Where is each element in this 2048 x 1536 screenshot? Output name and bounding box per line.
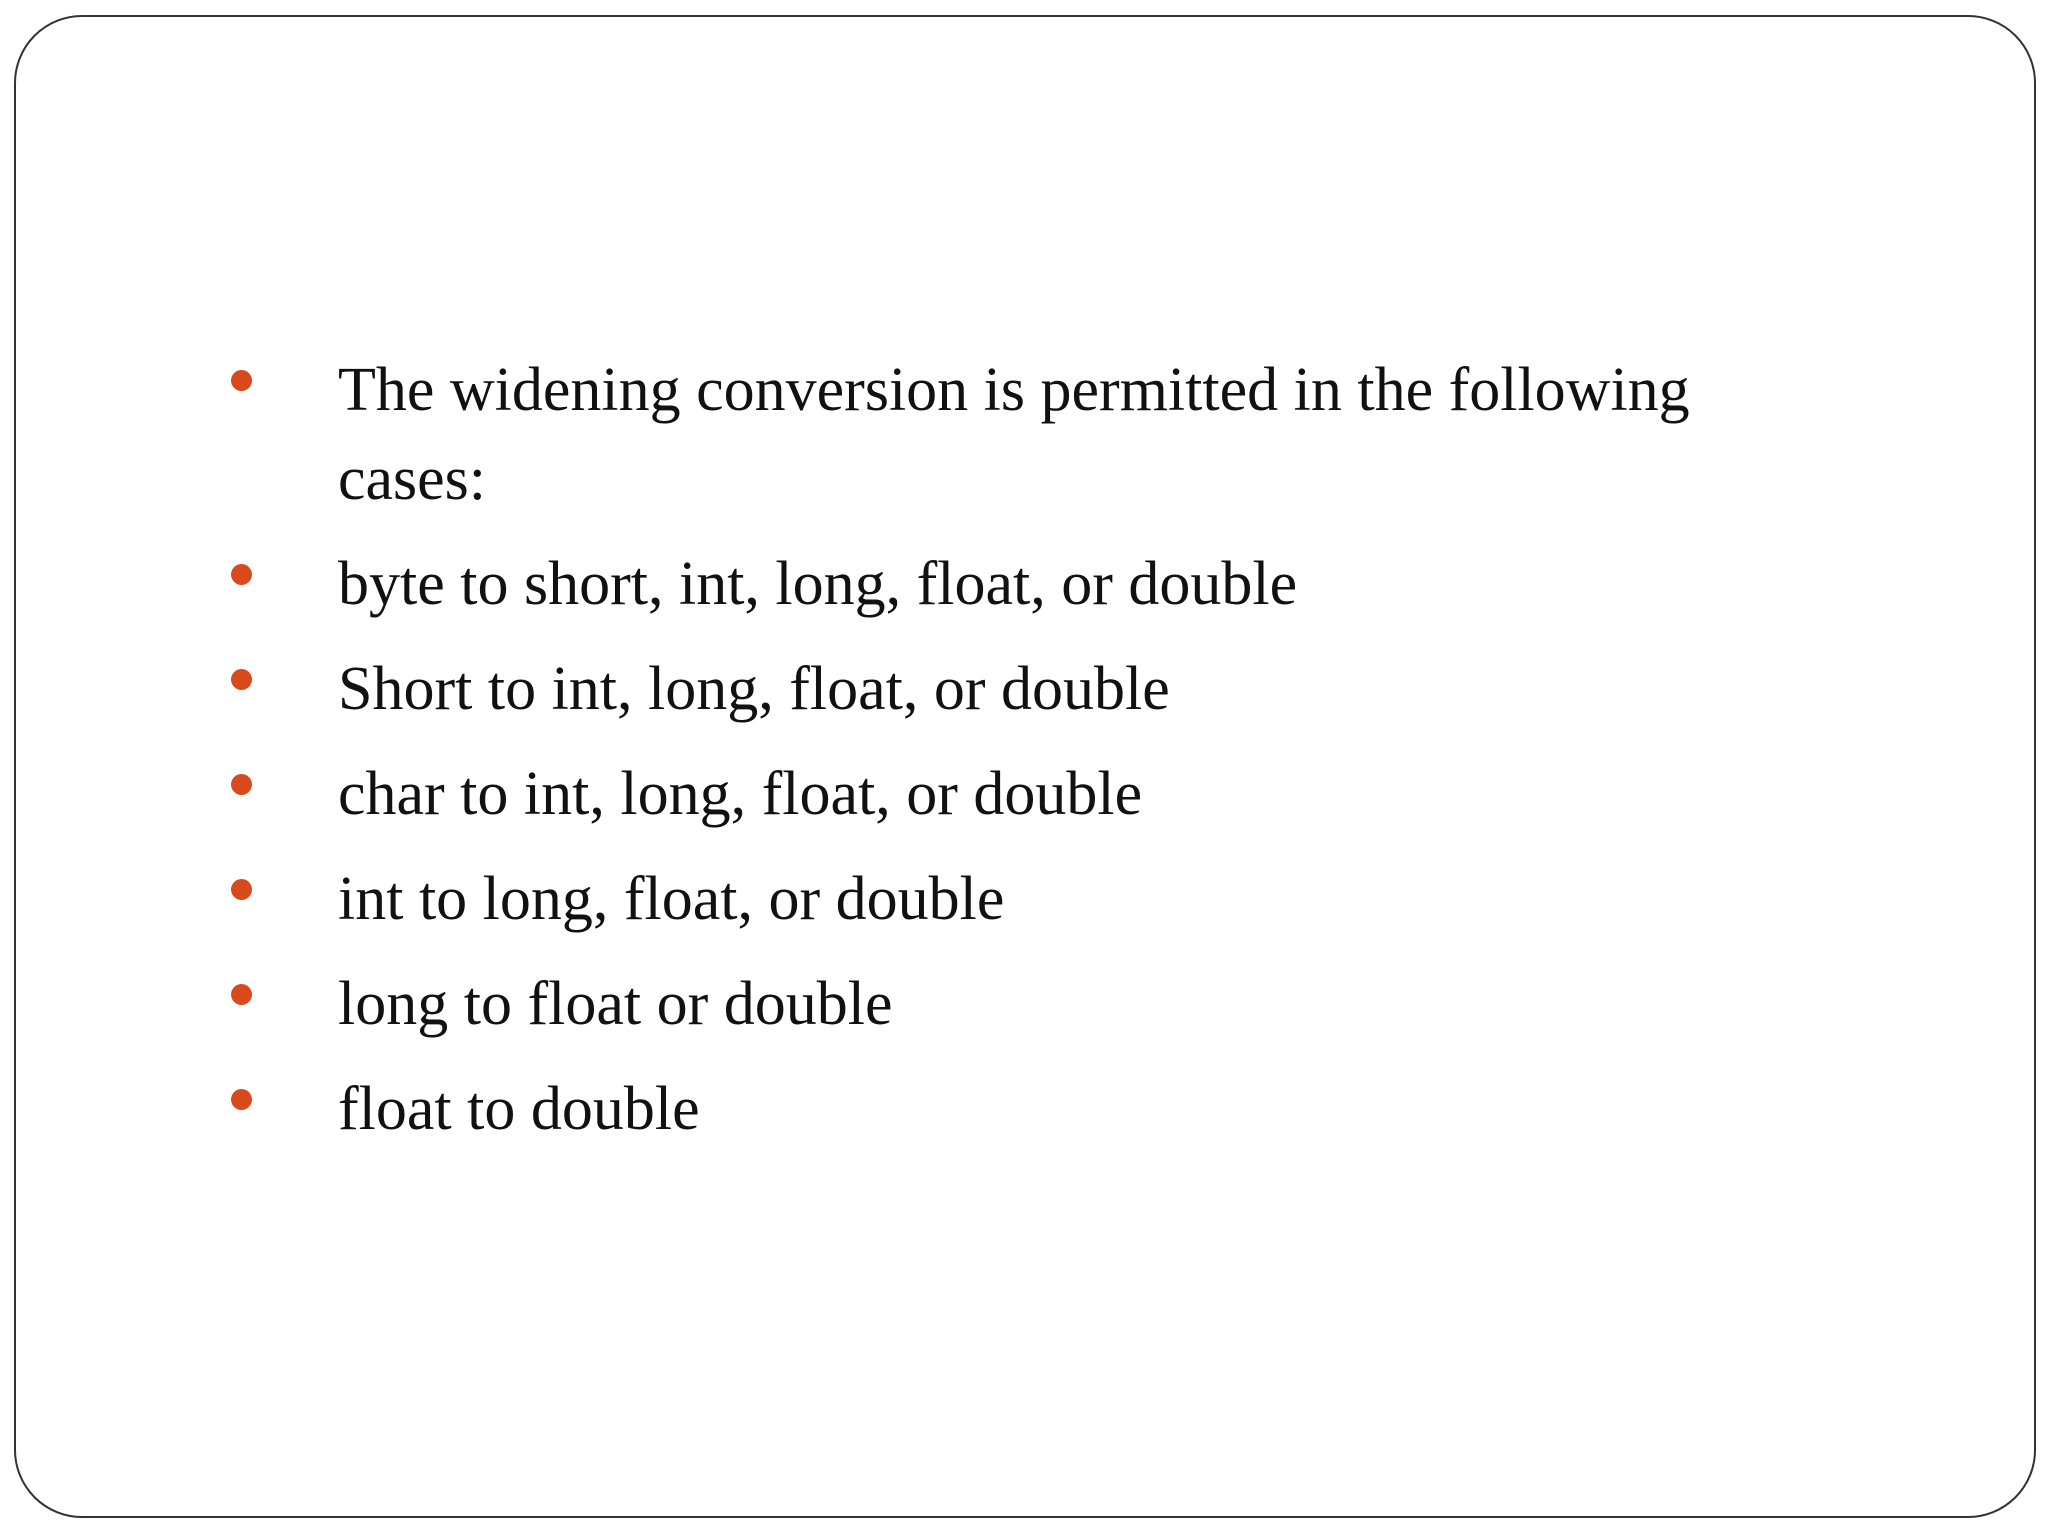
bullet-item — [224, 540, 1824, 629]
bullet-item — [224, 645, 1824, 734]
bullet-item — [224, 346, 1824, 524]
bullet-dot-icon — [231, 1089, 252, 1110]
bullet-text: The widening conversion is permitted in the following cases: — [338, 356, 1690, 513]
bullet-text: Short to int, long, float, or double — [338, 655, 1170, 723]
bullet-text: int to long, float, or double — [338, 865, 1005, 933]
bullet-text: char to int, long, float, or double — [338, 760, 1143, 828]
bullet-dot-icon — [231, 370, 252, 391]
bullet-dot-icon — [231, 984, 252, 1005]
bullet-text: float to double — [338, 1075, 700, 1143]
bullet-text: byte to short, int, long, float, or double — [338, 550, 1298, 618]
bullet-item — [224, 1065, 1824, 1154]
bullet-item — [224, 960, 1824, 1049]
bullet-dot-icon — [231, 564, 252, 585]
bullet-item — [224, 750, 1824, 839]
bullet-text: long to float or double — [338, 970, 893, 1038]
bullet-item — [224, 855, 1824, 944]
bullet-list — [224, 346, 1824, 1170]
bullet-dot-icon — [231, 879, 252, 900]
bullet-dot-icon — [231, 669, 252, 690]
bullet-dot-icon — [231, 774, 252, 795]
